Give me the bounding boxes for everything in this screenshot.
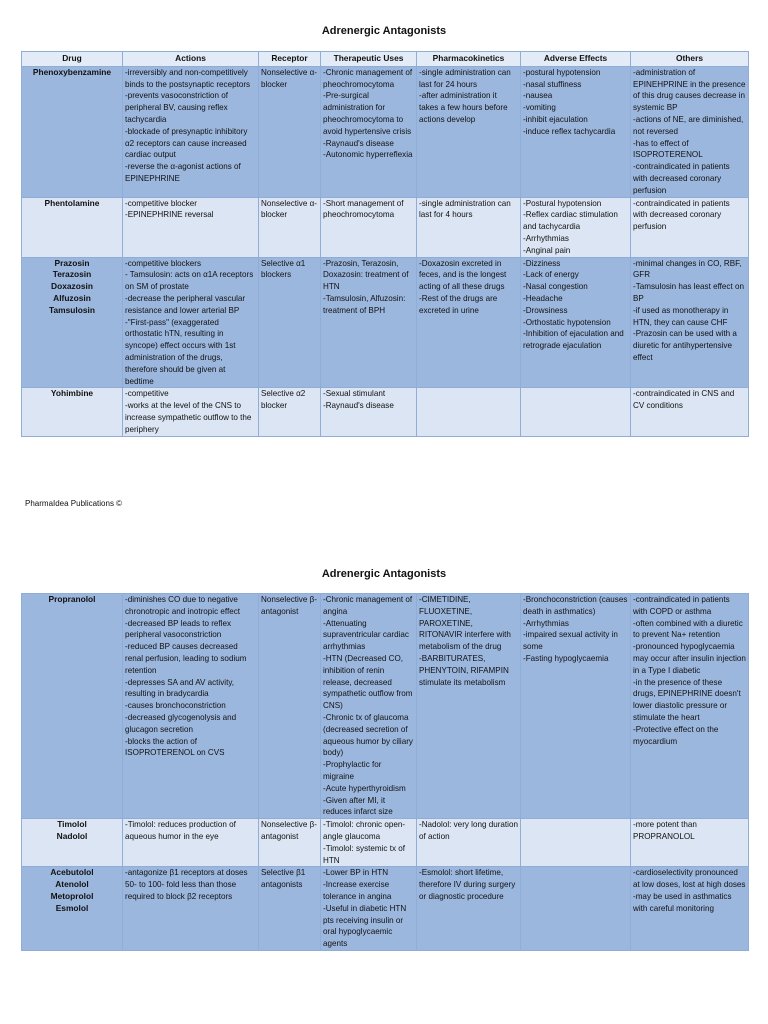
adverse-effects-cell <box>521 66 631 197</box>
adverse-effects-cell <box>521 257 631 388</box>
therapeutic-uses-cell <box>321 257 417 388</box>
cell-line: Selective α1 blockers <box>261 258 306 280</box>
others-cell <box>631 819 749 867</box>
drug-table-adrenergic-antagonists-2 <box>21 593 749 951</box>
cell-line: -Tamsulosin, Alfuzosin: treatment of BPH <box>323 293 406 315</box>
cell-line: -Sexual stimulant <box>323 389 386 399</box>
therapeutic-uses-cell <box>321 388 417 436</box>
receptor-cell <box>259 257 321 388</box>
actions-cell <box>123 66 259 197</box>
cell-line: -single administration can last for 24 hours <box>419 67 511 89</box>
cell-line: Selective α2 blocker <box>261 389 306 411</box>
drug-cell <box>22 594 123 819</box>
cell-line: -administration of EPINEHPRINE in the presence of this drug causes decrease in systemic BP <box>633 67 746 113</box>
others-cell <box>631 867 749 951</box>
adverse-effects-cell <box>521 819 631 867</box>
cell-line: -inhibit ejaculation <box>523 114 588 124</box>
cell-line: -causes bronchoconstriction <box>125 701 226 711</box>
cell-line: -works at the level of the CNS to increase sympathetic outflow to the periphery <box>125 401 252 434</box>
cell-line: -Autonomic hyperreflexia <box>323 150 413 160</box>
cell-line: -prevents vasoconstriction of peripheral BV, causing reflex tachycardia <box>125 91 229 124</box>
adverse-effects-cell <box>521 594 631 819</box>
table-row <box>22 819 749 867</box>
cell-line: -vomiting <box>523 103 556 113</box>
drug-name: Tamsulosin <box>49 304 95 315</box>
cell-line: -decreased BP leads to reflex peripheral vasoconstriction <box>125 618 232 640</box>
actions-cell <box>123 257 259 388</box>
receptor-cell <box>259 388 321 436</box>
column-header-receptor: Receptor <box>259 52 321 67</box>
cell-line: -blocks the action of ISOPROTERENOL on CVS <box>125 736 225 758</box>
cell-line: -Timolol: reduces production of aqueous humor in the eye <box>125 820 236 841</box>
drug-cell <box>22 388 123 436</box>
adverse-effects-cell <box>521 388 631 436</box>
column-header-therapeutic-uses: Therapeutic Uses <box>321 52 417 67</box>
drug-name: Atenolol <box>55 879 89 890</box>
cell-line: -Prazosin can be used with a diuretic for antihypertensive effect <box>633 329 737 362</box>
cell-line: -Arrhythmias <box>523 618 569 628</box>
cell-line: -Protective effect on the myocardium <box>633 724 719 746</box>
drug-name: Timolol <box>57 819 87 830</box>
table-row <box>22 66 749 197</box>
drug-cell <box>22 66 123 197</box>
pharmacokinetics-cell <box>417 257 521 388</box>
pharmacokinetics-cell <box>417 388 521 436</box>
cell-line: -has to effect of ISOPROTERENOL <box>633 138 703 160</box>
receptor-cell <box>259 819 321 867</box>
cell-line: -Orthostatic hypotension <box>523 317 611 327</box>
pharmacokinetics-cell <box>417 819 521 867</box>
cell-line: -impaired sexual activity in some <box>523 630 618 652</box>
cell-line: -Rest of the drugs are excreted in urine <box>419 293 498 315</box>
cell-line: -cardioselectivity pronounced at low doses, lost at high doses <box>633 868 746 890</box>
receptor-cell <box>259 197 321 257</box>
drug-name: Esmolol <box>55 902 89 913</box>
cell-line: -Arrhythmias <box>523 233 569 243</box>
cell-line: -Raynaud's disease <box>323 138 394 148</box>
cell-line: -Pre-surgical administration for pheochromocytoma to avoid hypertensive crisis <box>323 91 412 136</box>
actions-cell <box>123 867 259 951</box>
cell-line: -Fasting hypoglycaemia <box>523 653 609 663</box>
cell-line: -antagonize β1 receptors at doses 50- to 100- fold less than those required to block β2 receptors <box>125 868 248 901</box>
cell-line: -Timolol: systemic tx of HTN <box>323 843 405 865</box>
column-header-adverse-effects: Adverse Effects <box>521 52 631 67</box>
drug-name: Yohimbine <box>50 388 94 399</box>
drug-name: Metoprolol <box>50 890 94 901</box>
cell-line: -BARBITURATES, PHENYTOIN, RIFAMPIN stimulate its metabolism <box>419 653 509 687</box>
drug-name: Phentolamine <box>44 197 100 208</box>
page-title: Adrenergic Antagonists <box>321 25 447 37</box>
table-row <box>22 867 749 951</box>
others-cell <box>631 66 749 197</box>
column-header-actions: Actions <box>123 52 259 67</box>
cell-line: -Esmolol: short lifetime, therefore IV during surgery or diagnostic procedure <box>419 868 516 901</box>
cell-line: -blockade of presynaptic inhibitory α2 receptors can cause increased cardiac output <box>125 126 248 160</box>
cell-line: Nonselective α-blocker <box>261 67 317 89</box>
drug-cell <box>22 257 123 388</box>
cell-line: -Inhibition of ejaculation and retrograde ejaculation <box>523 329 624 351</box>
cell-line: -Dizziness <box>523 258 561 268</box>
others-cell <box>631 594 749 819</box>
cell-line: -if used as monotherapy in HTN, they can cause CHF <box>633 305 729 327</box>
cell-line: -Raynaud's disease <box>323 401 394 411</box>
cell-line: -reverse the α-agonist actions of EPINEPHRINE <box>125 162 241 183</box>
cell-line: -Reflex cardiac stimulation and tachycardia <box>523 210 618 232</box>
drug-name: Phenoxybenzamine <box>32 66 112 77</box>
others-cell <box>631 257 749 388</box>
drug-name: Acebutolol <box>50 867 94 878</box>
table-body <box>22 594 749 951</box>
therapeutic-uses-cell <box>321 66 417 197</box>
cell-line: -Attenuating supraventricular cardiac arrhythmias <box>323 618 409 652</box>
cell-line: -reduced BP causes decreased renal perfusion, leading to sodium retention <box>125 642 247 675</box>
drug-cell <box>22 819 123 867</box>
actions-cell <box>123 388 259 436</box>
cell-line: -Anginal pain <box>523 245 571 255</box>
table-row <box>22 197 749 257</box>
cell-line: -Lack of energy <box>523 270 579 280</box>
cell-line: -Nadolol: very long duration of action <box>419 820 518 841</box>
pharmacokinetics-cell <box>417 594 521 819</box>
drug-cell <box>22 197 123 257</box>
cell-line: -Timolol: chronic open-angle glaucoma <box>323 820 406 841</box>
pharmacokinetics-cell <box>417 66 521 197</box>
cell-line: Nonselective β-antagonist <box>261 820 317 841</box>
table-row <box>22 257 749 388</box>
cell-line: -Prazosin, Terazosin, Doxazosin: treatment of HTN <box>323 258 409 292</box>
drug-name: Alfuzosin <box>53 292 91 303</box>
cell-line: -induce reflex tachycardia <box>523 126 616 136</box>
table-body <box>22 66 749 436</box>
cell-line: -Doxazosin excreted in feces, and is the longest acting of all these drugs <box>419 258 507 292</box>
cell-line: -Useful in diabetic HTN pts receiving insulin or oral hypoglycaemic agents <box>323 903 407 949</box>
cell-line: -Acute hyperthyroidism <box>323 783 406 793</box>
cell-line: -Given after MI, it reduces infarct size <box>323 795 393 817</box>
therapeutic-uses-cell <box>321 819 417 867</box>
cell-line: -Bronchoconstriction (causes death in asthmatics) <box>523 595 628 616</box>
others-cell <box>631 388 749 436</box>
cell-line: -contraindicated in patients with COPD or asthma <box>633 595 730 616</box>
cell-line: Nonselective α-blocker <box>261 198 317 220</box>
drug-name: Prazosin <box>54 257 90 268</box>
cell-line: -nasal stuffiness <box>523 79 582 89</box>
cell-line: -competitive blocker <box>125 198 197 208</box>
cell-line: -more potent than PROPRANOLOL <box>633 820 697 841</box>
drug-name: Nadolol <box>56 830 88 841</box>
cell-line: -often combined with a diuretic to prevent Na+ retention <box>633 618 743 640</box>
cell-line: -contraindicated in patients with decreased coronary perfusion <box>633 162 730 195</box>
cell-line: - Tamsulosin: acts on α1A receptors on SM of prostate <box>125 270 254 292</box>
cell-line: -single administration can last for 4 hours <box>419 198 511 220</box>
cell-line: -contraindicated in CNS and CV conditions <box>633 389 735 411</box>
cell-line: -Chronic management of angina <box>323 595 413 616</box>
cell-line: -Increase exercise tolerance in angina <box>323 880 392 901</box>
cell-line: -Short management of pheochromocytoma <box>323 198 404 220</box>
drug-cell <box>22 867 123 951</box>
cell-line: -Postural hypotension <box>523 198 602 208</box>
therapeutic-uses-cell <box>321 867 417 951</box>
cell-line: -Prophylactic for migraine <box>323 760 382 781</box>
therapeutic-uses-cell <box>321 594 417 819</box>
cell-line: -after administration it takes a few hours before actions develop <box>419 91 508 124</box>
drug-name: Terazosin <box>52 269 92 280</box>
actions-cell <box>123 819 259 867</box>
cell-line: -pronounced hypoglycaemia may occur after insulin injection in a Type I diabetic <box>633 642 746 675</box>
cell-line: -decreased glycogenolysis and glucagon secretion <box>125 712 237 734</box>
cell-line: -Chronic tx of glaucoma (decreased secretion of aqueous humor by ciliary body) <box>323 712 413 758</box>
receptor-cell <box>259 594 321 819</box>
cell-line: -diminishes CO due to negative chronotropic and inotropic effect <box>125 595 241 616</box>
cell-line: -Chronic management of pheochromocytoma <box>323 67 413 89</box>
drug-table-adrenergic-antagonists-1 <box>21 51 749 437</box>
cell-line: -nausea <box>523 91 553 101</box>
actions-cell <box>123 594 259 819</box>
table-header-row <box>22 52 749 67</box>
adverse-effects-cell <box>521 867 631 951</box>
pharmacokinetics-cell <box>417 867 521 951</box>
actions-cell <box>123 197 259 257</box>
receptor-cell <box>259 867 321 951</box>
cell-line: -"First-pass" (exaggerated orthostatic hTN, resulting in syncope) effect occurs with 1st administration of the drugs, therefore should be given at bedtime <box>125 317 236 386</box>
cell-line: -irreversibly and non-competitively binds to the postsynaptic receptors <box>125 67 251 89</box>
column-header-pharmacokinetics: Pharmacokinetics <box>417 52 521 67</box>
others-cell <box>631 197 749 257</box>
pharmacokinetics-cell <box>417 197 521 257</box>
cell-line: -Lower BP in HTN <box>323 868 389 878</box>
cell-line: -HTN (Decreased CO, inhibition of renin release, decreased sympathetic outflow from CNS) <box>323 653 413 711</box>
cell-line: -competitive blockers <box>125 258 202 268</box>
table-row <box>22 388 749 436</box>
drug-name: Doxazosin <box>51 281 93 292</box>
cell-line: -decrease the peripheral vascular resistance and lower arterial BP <box>125 293 246 315</box>
cell-line: -EPINEPHRINE reversal <box>125 210 214 220</box>
cell-line: -Nasal congestion <box>523 282 588 292</box>
cell-line: -CIMETIDINE, FLUOXETINE, PAROXETINE, RITONAVIR interfere with metabolism of the drug <box>419 595 511 652</box>
table-row <box>22 594 749 819</box>
drug-name: Propranolol <box>48 594 96 604</box>
cell-line: -competitive <box>125 389 169 399</box>
column-header-others: Others <box>631 52 749 67</box>
cell-line: -minimal changes in CO, RBF, GFR <box>633 258 742 280</box>
column-header-drug: Drug <box>22 52 123 67</box>
cell-line: -in the presence of these drugs, EPINEPHRINE doesn't lower diastolic pressure or stimulate the heart <box>633 677 741 722</box>
cell-line: -Headache <box>523 293 563 303</box>
adverse-effects-cell <box>521 197 631 257</box>
page-title: Adrenergic Antagonists <box>321 568 447 580</box>
cell-line: -depresses SA and AV activity, resulting in bradycardia <box>125 677 235 699</box>
cell-line: Selective β1 antagonists <box>261 868 306 890</box>
cell-line: -postural hypotension <box>523 67 601 77</box>
receptor-cell <box>259 66 321 197</box>
cell-line: Nonselective β-antagonist <box>261 595 317 616</box>
cell-line: -may be used in asthmatics with careful monitoring <box>633 891 732 913</box>
cell-line: -actions of NE, are diminished, not reversed <box>633 114 744 136</box>
therapeutic-uses-cell <box>321 197 417 257</box>
cell-line: -Tamsulosin has least effect on BP <box>633 282 744 303</box>
cell-line: -Drowsiness <box>523 305 568 315</box>
publisher-credit: PharmaIdea Publications © <box>25 499 123 508</box>
cell-line: -contraindicated in patients with decreased coronary perfusion <box>633 198 730 232</box>
